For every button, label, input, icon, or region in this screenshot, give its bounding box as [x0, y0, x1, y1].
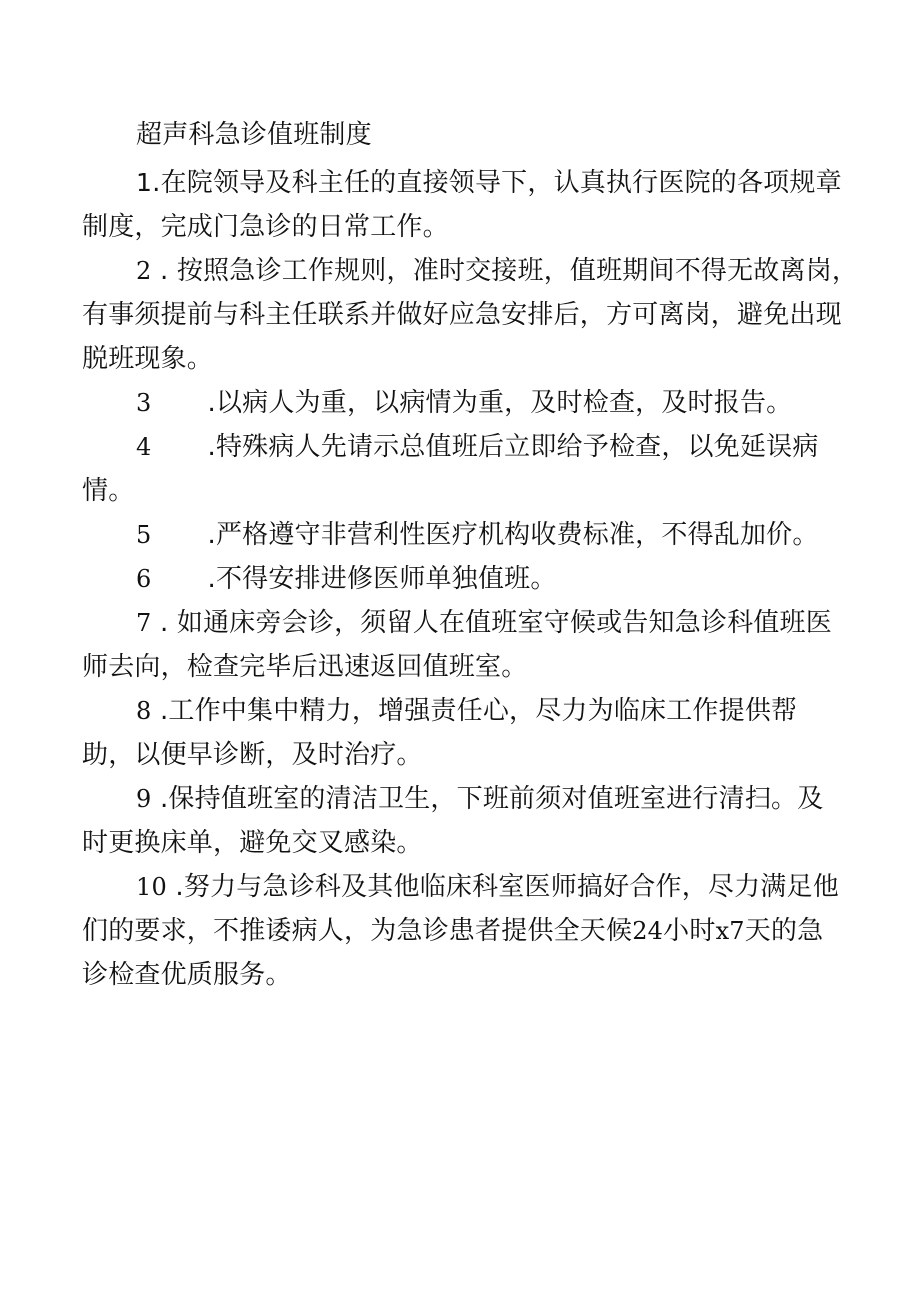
item-number: 3 [136, 389, 152, 417]
item-2-line-3: 脱班现象。 [82, 344, 214, 374]
item-9-line-2: 时更换床单，避免交叉感染。 [82, 828, 423, 858]
item-text: 保持值班室的清洁卫生，下班前须对值班室进行清扫。及 [168, 784, 824, 814]
hours-number: 24 [632, 917, 664, 945]
item-8-line-1: 8 .工作中集中精力，增强责任心，尽力为临床工作提供帮 [136, 696, 798, 726]
item-5-line-1: 5 .严格遵守非营利性医疗机构收费标准，不得乱加价。 [136, 520, 819, 550]
item-1-line-2: 制度，完成门急诊的日常工作。 [82, 212, 449, 242]
item-text: 在院领导及科主任的直接领导下，认真执行医院的各项规章 [160, 168, 842, 198]
item-text: 如通床旁会诊，须留人在值班室守候或告知急诊科值班医 [176, 608, 832, 638]
item-text: 按照急诊工作规则，准时交接班，值班期间不得无故离岗， [176, 256, 859, 286]
item-10-line-1: 10 .努力与急诊科及其他临床科室医师搞好合作，尽力满足他 [136, 872, 839, 902]
item-10-line-2 [82, 914, 823, 948]
days-multiplier: x7 [715, 917, 745, 945]
item-4-line-2: 情。 [82, 476, 135, 506]
item-8-line-2: 助，以便早诊断，及时治疗。 [82, 740, 423, 770]
item-2-line-2: 有事须提前与科主任联系并做好应急安排后，方可离岗，避免出现 [82, 300, 842, 330]
item-number: 10 [136, 873, 167, 901]
item-number: 2 [136, 257, 152, 285]
item-7-line-2: 师去向，检查完毕后迅速返回值班室。 [82, 652, 528, 682]
item-4-line-1: 4 .特殊病人先请示总值班后立即给予检查，以免延误病 [136, 432, 819, 462]
item-text: 们的要求，不推诿病人，为急诊患者提供全天候 [82, 916, 633, 946]
item-number: 9 [136, 785, 152, 813]
item-9-line-1: 9 .保持值班室的清洁卫生，下班前须对值班室进行清扫。及 [136, 784, 824, 814]
item-number: 1 [136, 168, 153, 197]
item-text: 严格遵守非营利性医疗机构收费标准，不得乱加价。 [215, 520, 819, 550]
item-number: 8 [136, 697, 152, 725]
item-text: 工作中集中精力，增强责任心，尽力为临床工作提供帮 [168, 696, 798, 726]
item-10-line-3: 诊检查优质服务。 [82, 960, 292, 990]
item-number: 7 [136, 609, 152, 637]
item-text: 小时 [663, 916, 716, 946]
item-number: 5 [136, 521, 152, 549]
item-6-line-1: 6 .不得安排进修医师单独值班。 [136, 564, 557, 594]
item-2-line-1: 2 . 按照急诊工作规则，准时交接班，值班期间不得无故离岗， [136, 256, 859, 286]
item-number: 6 [136, 565, 152, 593]
item-text: 以病人为重，以病情为重，及时检查，及时报告。 [215, 388, 793, 418]
item-text: 天的急 [744, 916, 824, 946]
item-text: 努力与急诊科及其他临床科室医师搞好合作，尽力满足他 [183, 872, 839, 902]
item-7-line-1: 7 . 如通床旁会诊，须留人在值班室守候或告知急诊科值班医 [136, 608, 832, 638]
item-text: 特殊病人先请示总值班后立即给予检查，以免延误病 [215, 432, 819, 462]
document-title: 超声科急诊值班制度 [136, 120, 372, 150]
item-1-line-1: 1.在院领导及科主任的直接领导下，认真执行医院的各项规章 [136, 168, 842, 198]
item-number: 4 [136, 433, 152, 461]
item-3-line-1: 3 .以病人为重，以病情为重，及时检查，及时报告。 [136, 388, 793, 418]
item-text: 不得安排进修医师单独值班。 [215, 564, 557, 594]
